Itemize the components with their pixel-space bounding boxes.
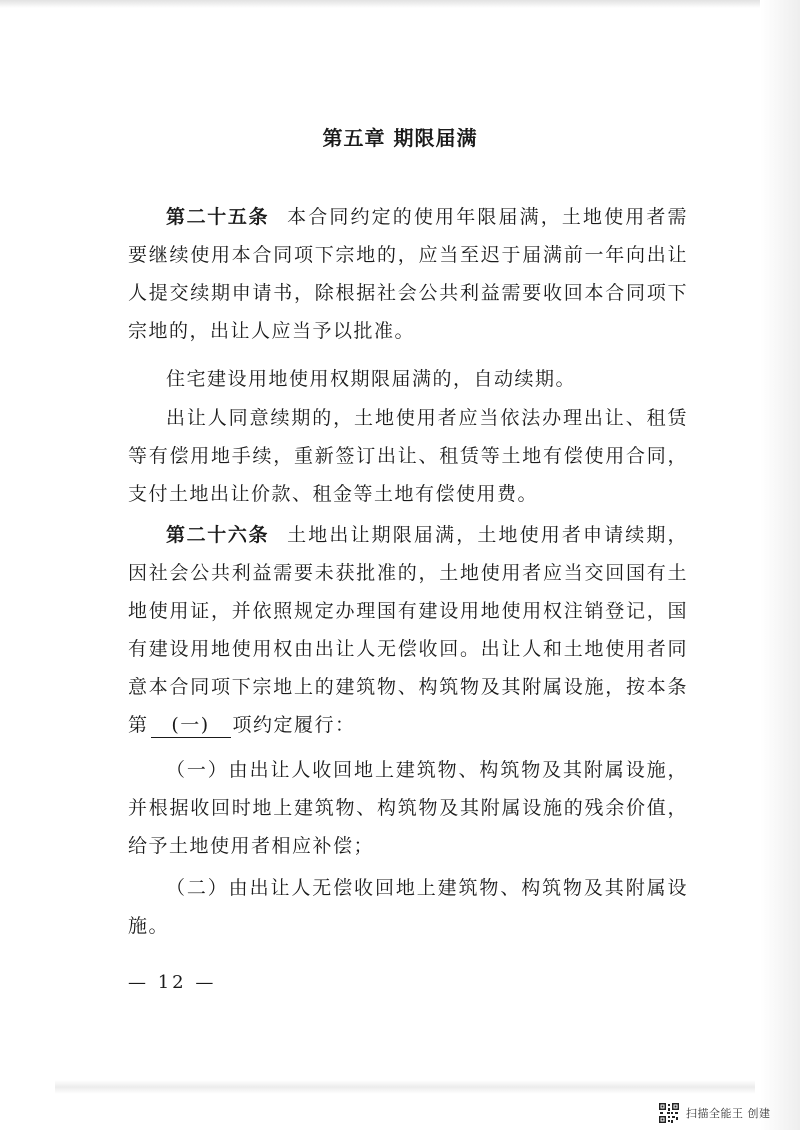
watermark-text: 扫描全能王 创建 (686, 1107, 771, 1120)
scan-edge-right (760, 0, 800, 1130)
option-2-paragraph: （二）由出让人无偿收回地上建筑物、构筑物及其附属设施。 (128, 877, 688, 937)
scanner-watermark (658, 1100, 771, 1126)
scan-edge-bottom (55, 1080, 755, 1094)
article-26-text: 土地出让期限届满，土地使用者申请续期，因社会公共利益需要未获批准的，土地使用者应当交回国有土地使用证，并依照规定办理国有建设用地使用权注销登记，国有建设用地使用权由出让人无偿收回。出让人和土地使用者同意本合同项下宗地上的建筑物、构筑物及其附属设施，按本条第 (128, 524, 688, 736)
residential-renewal-paragraph: 住宅建设用地使用权期限届满的，自动续期。 (166, 368, 577, 390)
article-25-number: 第二十五条 (166, 206, 270, 228)
article-25-paragraph (128, 198, 688, 350)
renewal-procedure-paragraph: 出让人同意续期的，土地使用者应当依法办理出让、租赁等有偿用地手续，重新签订出让、租赁等土地有偿使用合同，支付土地出让价款、租金等土地有偿使用费。 (128, 407, 688, 505)
article-25-text: 本合同约定的使用年限届满，土地使用者需要继续使用本合同项下宗地的，应当至迟于届满前一年向出让人提交续期申请书，除根据社会公共利益需要收回本合同项下宗地的，出让人应当予以批准。 (128, 206, 688, 342)
qr-code-icon (658, 1102, 680, 1124)
article-26-text-end: 项约定履行： (232, 714, 356, 736)
scan-edge-top (0, 0, 800, 8)
article-26-number: 第二十六条 (166, 524, 270, 546)
page-number: — 12 — (128, 972, 217, 993)
chapter-title: 第五章 期限届满 (322, 126, 478, 150)
article-26-blank-fill: (一) (151, 713, 231, 738)
article-26-paragraph (128, 516, 688, 744)
option-1-paragraph: （一）由出让人收回地上建筑物、构筑物及其附属设施，并根据收回时地上建筑物、构筑物及其附属设施的残余价值，给予土地使用者相应补偿； (128, 759, 688, 857)
